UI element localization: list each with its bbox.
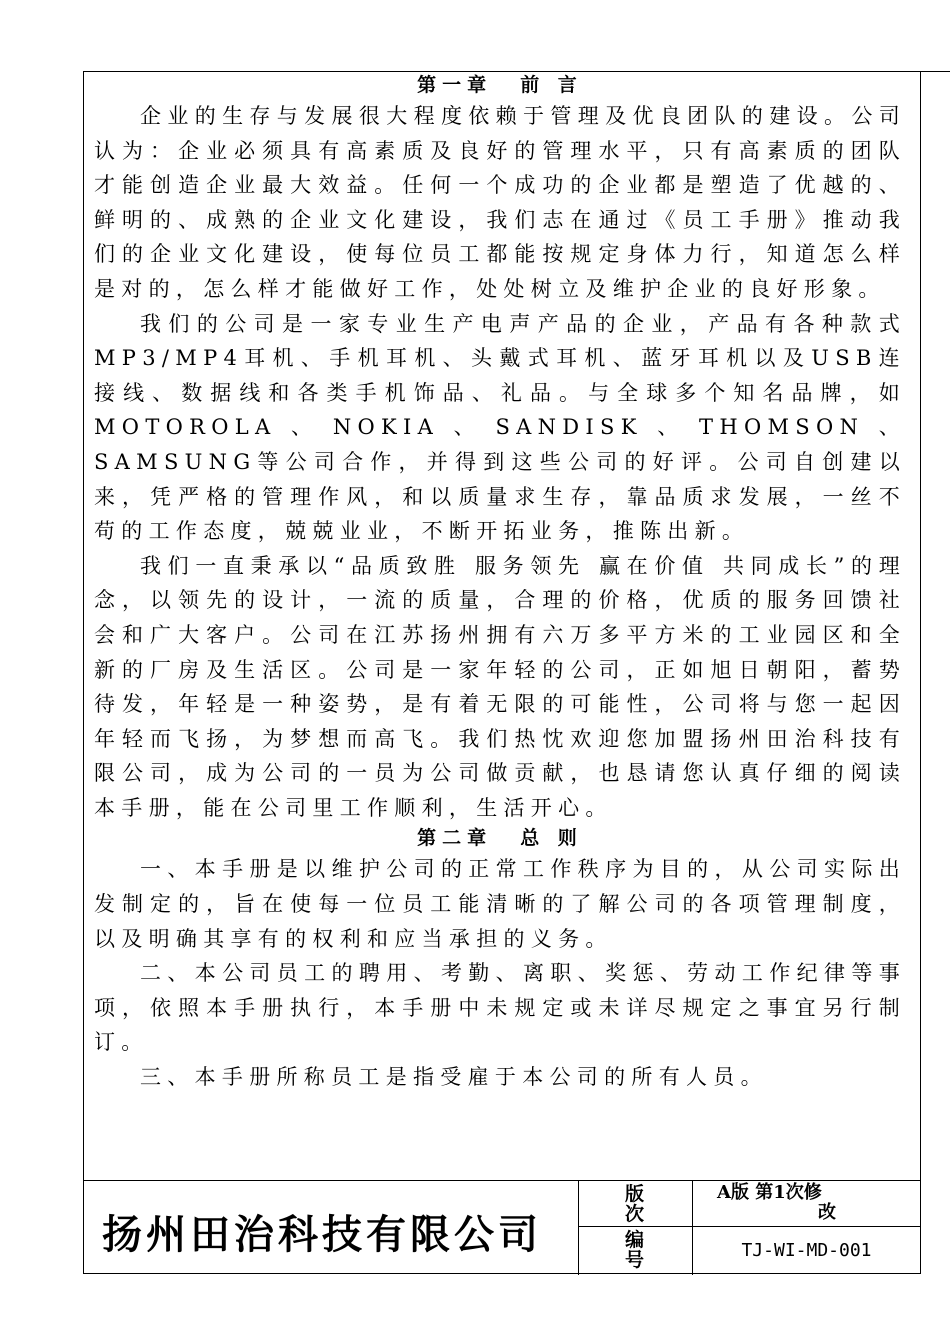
chapter-2-paragraph-1: 一、本手册是以维护公司的正常工作秩序为目的，从公司实际出发制定的，旨在使每一位员工能清晰的了解公司的各项管理制度，以及明确其享有的权利和应当承担的义务。 <box>94 857 906 951</box>
page-edge-line <box>921 71 950 72</box>
chapter-2-paragraph-3: 三、本手册所称员工是指受雇于本公司的所有人员。 <box>140 1065 768 1090</box>
chapter-1-paragraph-2: 我们的公司是一家专业生产电声产品的企业，产品有各种款式MP3/MP4耳机、手机耳机、头戴式耳机、蓝牙耳机以及USB连接线、数据线和各类手机饰品、礼品。与全球多个知名品牌，如MOTOROLA、NOKIA、SANDISK、THOMSON、SAMSUNG等公司合作，并得到这些公司的好评。公司自创建以来，凭严格的管理作风，和以质量求生存，靠品质求发展，一丝不苟的工作态度，兢兢业业，不断开拓业务，推陈出新。 <box>94 311 906 544</box>
chapter-2-number: 第二章 <box>417 827 493 850</box>
version-label: 版次 <box>625 1183 645 1225</box>
chapter-1-title <box>94 72 906 99</box>
document-page <box>83 71 921 1274</box>
chapter-2-title <box>94 825 906 852</box>
version-value-line-1: A版 第1次修 <box>717 1182 822 1203</box>
chapter-1-heading: 前 言 <box>520 74 583 96</box>
chapter-1-paragraph-1: 企业的生存与发展很大程度依赖于管理及优良团队的建设。公司认为：企业必须具有高素质及良好的管理水平，只有高素质的团队才能创造企业最大效益。任何一个成功的企业都是塑造了优越的、鲜明的、成熟的企业文化建设，我们志在通过《员工手册》推动我们的企业文化建设，使每位员工都能按规定身体力行，知道怎么样是对的，怎么样才能做好工作，处处树立及维护企业的良好形象。 <box>94 104 906 301</box>
company-cell <box>84 1181 579 1275</box>
chapter-2-heading: 总 则 <box>520 827 583 850</box>
version-value-line-2: 改 <box>818 1202 836 1223</box>
chapter-1-number: 第一章 <box>417 74 493 96</box>
chapter-1-paragraph-3: 我们一直秉承以“品质致胜 服务领先 赢在价值 共同成长”的理念，以领先的设计，一流的质量，合理的价格，优质的服务回馈社会和广大客户。公司在江苏扬州拥有六万多平方米的工业园区和全新的厂房及生活区。公司是一家年轻的公司，正如旭日朝阳，蓄势待发，年轻是一种姿势，是有着无限的可能性，公司将与您一起因年轻而飞扬，为梦想而高飞。我们热忱欢迎您加盟扬州田治科技有限公司，成为公司的一员为公司做贡献，也恳请您认真仔细的阅读本手册，能在公司里工作顺利，生活开心。 <box>94 553 906 820</box>
document-footer-table <box>84 1180 920 1275</box>
code-value-cell <box>693 1227 920 1275</box>
version-value-cell <box>693 1181 920 1227</box>
code-label: 编号 <box>625 1229 645 1271</box>
version-label-cell <box>579 1181 693 1227</box>
document-body <box>94 72 906 1095</box>
code-label-cell <box>579 1227 693 1275</box>
document-code: TJ-WI-MD-001 <box>741 1240 872 1261</box>
chapter-2-paragraph-2: 二、本公司员工的聘用、考勤、离职、奖惩、劳动工作纪律等事项，依照本手册执行，本手册中未规定或未详尽规定之事宜另行制订。 <box>94 961 906 1055</box>
company-name: 扬州田治科技有限公司 <box>102 1212 542 1258</box>
version-value <box>717 1183 907 1223</box>
